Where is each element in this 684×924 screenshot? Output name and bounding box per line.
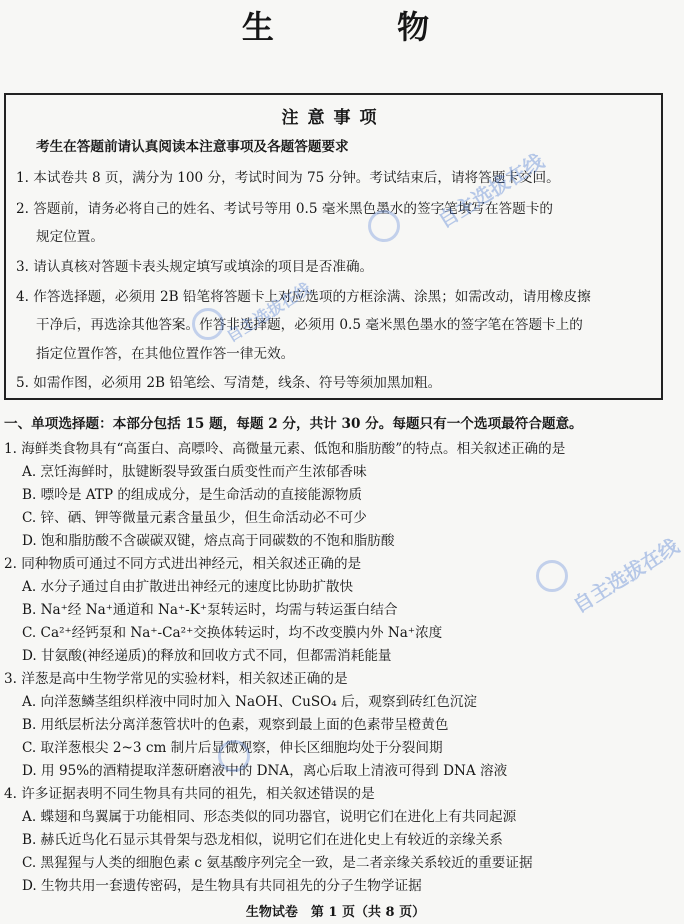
watermark-text: 自主选拔在线 xyxy=(222,278,315,346)
question-option: C. 取洋葱根尖 2~3 cm 制片后显微观察，伸长区细胞均处于分裂间期 xyxy=(22,740,443,756)
question-stem: 3. 洋葱是高中生物学常见的实验材料，相关叙述正确的是 xyxy=(4,671,348,687)
notice-intro: 考生在答题前请认真阅读本注意事项及各题答题要求 xyxy=(36,139,349,155)
notice-line: 3. 请认真核对答题卡表头规定填写或填涂的项目是否准确。 xyxy=(16,259,374,275)
watermark-logo-icon xyxy=(192,308,224,340)
notice-line: 2. 答题前，请务必将自己的姓名、考试号等用 0.5 毫米黑色墨水的签字笔填写在答题卡的 xyxy=(16,201,553,217)
question-option: C. Ca²⁺经钙泵和 Na⁺-Ca²⁺交换体转运时，均不改变膜内外 Na⁺浓度 xyxy=(22,625,443,641)
question-option: C. 黑猩猩与人类的细胞色素 c 氨基酸序列完全一致，是二者亲缘关系较近的重要证据 xyxy=(22,855,533,871)
watermark-logo-icon xyxy=(368,210,400,242)
question-option: D. 甘氨酸(神经递质)的释放和回收方式不同，但都需消耗能量 xyxy=(22,648,392,664)
notice-line: 干净后，再选涂其他答案。作答非选择题，必须用 0.5 毫米黑色墨水的签字笔在答题卡上的 xyxy=(36,317,583,333)
notice-line: 4. 作答选择题，必须用 2B 铅笔将答题卡上对应选项的方框涂满、涂黑；如需改动，请用橡皮擦 xyxy=(16,289,591,305)
watermark-logo-icon xyxy=(218,740,250,772)
question-option: A. 烹饪海鲜时，肽键断裂导致蛋白质变性而产生浓郁香味 xyxy=(22,464,367,480)
question-option: D. 生物共用一套遗传密码，是生物具有共同祖先的分子生物学证据 xyxy=(22,878,422,894)
notice-line: 指定位置作答，在其他位置作答一律无效。 xyxy=(36,346,295,362)
question-option: B. Na⁺经 Na⁺通道和 Na⁺-K⁺泵转运时，均需与转运蛋白结合 xyxy=(22,602,398,618)
question-option: A. 向洋葱鳞茎组织样液中同时加入 NaOH、CuSO₄ 后，观察到砖红色沉淀 xyxy=(22,694,478,710)
watermark-text: 自主选拔在线 xyxy=(433,148,549,233)
question-stem: 2. 同种物质可通过不同方式进出神经元，相关叙述正确的是 xyxy=(4,556,362,572)
question-stem: 1. 海鲜类食物具有“高蛋白、高嘌呤、高微量元素、低饱和脂肪酸”的特点。相关叙述正确的是 xyxy=(4,441,566,457)
question-option: A. 蝶翅和鸟翼属于功能相同、形态类似的同功器官，说明它们在进化上有共同起源 xyxy=(22,809,517,825)
question-stem: 4. 许多证据表明不同生物具有共同的祖先，相关叙述错误的是 xyxy=(4,786,375,802)
page-footer: 生物试卷 第 1 页（共 8 页） xyxy=(245,905,426,920)
notice-line: 1. 本试卷共 8 页，满分为 100 分，考试时间为 75 分钟。考试结束后，请将答题卡交回。 xyxy=(16,170,560,186)
question-option: D. 饱和脂肪酸不含碳碳双键，熔点高于同碳数的不饱和脂肪酸 xyxy=(22,533,395,549)
watermark-logo-icon xyxy=(536,560,568,592)
notice-line: 规定位置。 xyxy=(36,229,104,245)
question-option: C. 锌、硒、钾等微量元素含量虽少，但生命活动必不可少 xyxy=(22,510,367,526)
question-option: D. 用 95%的酒精提取洋葱研磨液中的 DNA，离心后取上清液可得到 DNA 溶液 xyxy=(22,763,508,779)
page-title: 生 物 xyxy=(241,8,486,46)
question-option: B. 用纸层析法分离洋葱管状叶的色素，观察到最上面的色素带呈橙黄色 xyxy=(22,717,449,733)
question-option: A. 水分子通过自由扩散进出神经元的速度比协助扩散快 xyxy=(22,579,354,595)
notice-box xyxy=(4,93,663,400)
question-option: B. 嘌呤是 ATP 的组成成分，是生命活动的直接能源物质 xyxy=(22,487,363,503)
watermark-text: 自主选拔在线 xyxy=(568,533,684,618)
notice-title: 注意事项 xyxy=(281,108,386,128)
question-option: B. 赫氏近鸟化石显示其骨架与恐龙相似，说明它们在进化史上有较近的亲缘关系 xyxy=(22,832,503,848)
notice-line: 5. 如需作图，必须用 2B 铅笔绘、写清楚，线条、符号等须加黑加粗。 xyxy=(16,375,442,391)
section-heading: 一、单项选择题：本部分包括 15 题，每题 2 分，共计 30 分。每题只有一个选项最符合题意。 xyxy=(4,416,583,432)
